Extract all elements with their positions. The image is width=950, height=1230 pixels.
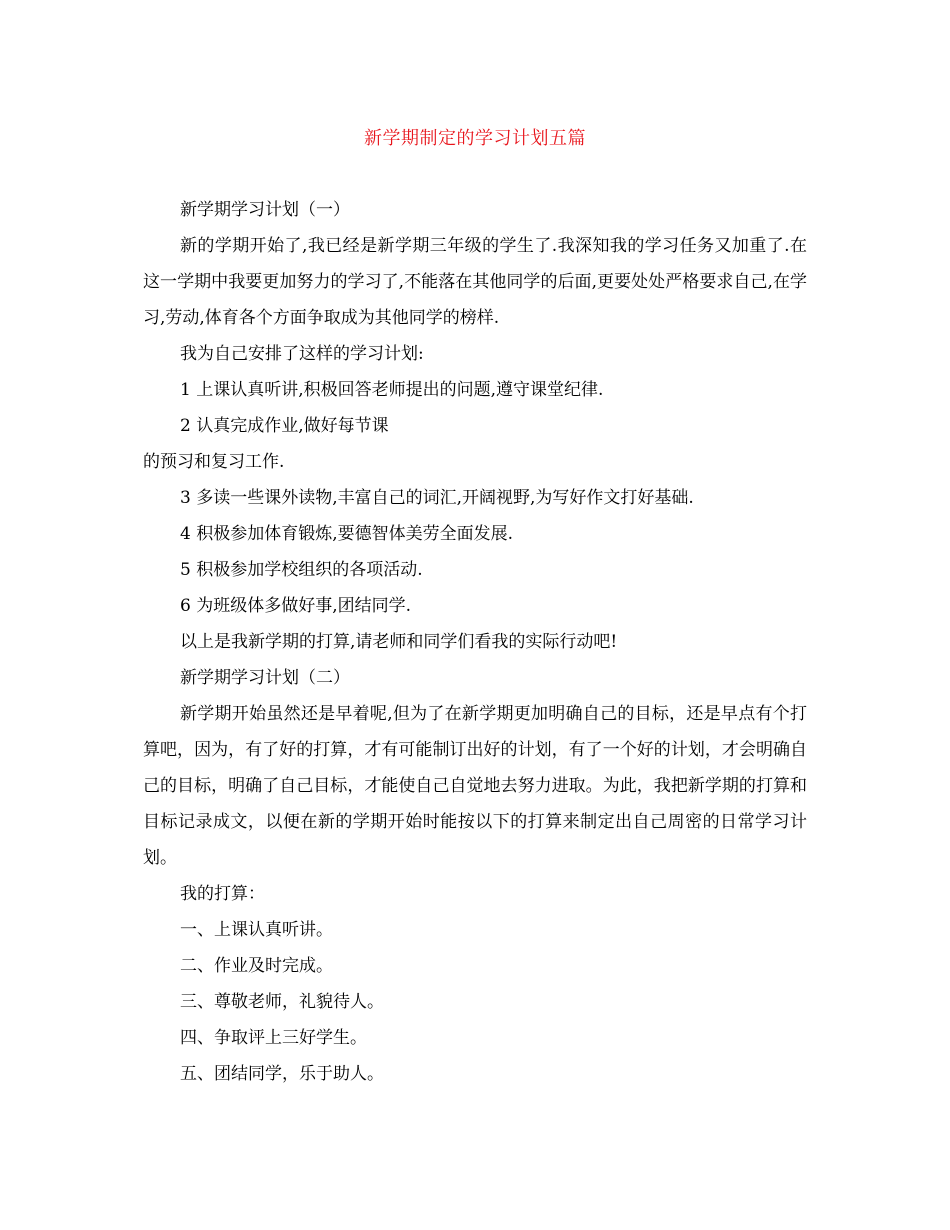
section1-item-5: 5 积极参加学校组织的各项活动. xyxy=(180,560,423,580)
section1-closing: 以上是我新学期的打算,请老师和同学们看我的实际行动吧! xyxy=(180,632,618,652)
section1-item-2a: 2 认真完成作业,做好每节课 xyxy=(180,416,389,436)
section2-intro-paragraph xyxy=(143,696,807,876)
section1-intro-text: 新的学期开始了,我已经是新学期三年级的学生了.我深知我的学习任务又加重了.在这一学期中我要更加努力的学习了,不能落在其他同学的后面,更要处处严格要求自己,在学习,劳动,体育各个方面争取成为其他同学的榜样. xyxy=(143,236,807,328)
section2-plan-5: 五、团结同学，乐于助人。 xyxy=(180,1064,384,1084)
section1-item-2b: 的预习和复习工作. xyxy=(143,452,285,472)
section2-plan-1: 一、上课认真听讲。 xyxy=(180,920,333,940)
section1-item-1: 1 上课认真听讲,积极回答老师提出的问题,遵守课堂纪律. xyxy=(180,380,604,400)
section1-intro-paragraph xyxy=(143,228,807,336)
section2-plan-3: 三、尊敬老师，礼貌待人。 xyxy=(180,992,384,1012)
section2-plan-4: 四、争取评上三好学生。 xyxy=(180,1028,367,1048)
document-title: 新学期制定的学习计划五篇 xyxy=(364,128,586,149)
section2-plan-2: 二、作业及时完成。 xyxy=(180,956,333,976)
document-body xyxy=(143,192,807,1092)
section1-item-4: 4 积极参加体育锻炼,要德智体美劳全面发展. xyxy=(180,524,514,544)
section2-heading: 新学期学习计划（二） xyxy=(180,668,350,688)
section1-item-3: 3 多读一些课外读物,丰富自己的词汇,开阔视野,为写好作文打好基础. xyxy=(180,488,694,508)
section1-plan-intro: 我为自己安排了这样的学习计划: xyxy=(180,344,424,364)
section2-plans-label: 我的打算： xyxy=(180,884,265,904)
section2-intro-text: 新学期开始虽然还是早着呢,但为了在新学期更加明确自己的目标，还是早点有个打算吧，因为，有了好的打算，才有可能制订出好的计划，有了一个好的计划，才会明确自己的目标，明确了自己目标，才能使自己自觉地去努力进取。为此，我把新学期的打算和目标记录成文，以便在新的学期开始时能按以下的打算来制定出自己周密的日常学习计划。 xyxy=(143,704,807,868)
section1-item-6: 6 为班级体多做好事,团结同学. xyxy=(180,596,412,616)
section1-heading: 新学期学习计划（一） xyxy=(180,200,350,220)
